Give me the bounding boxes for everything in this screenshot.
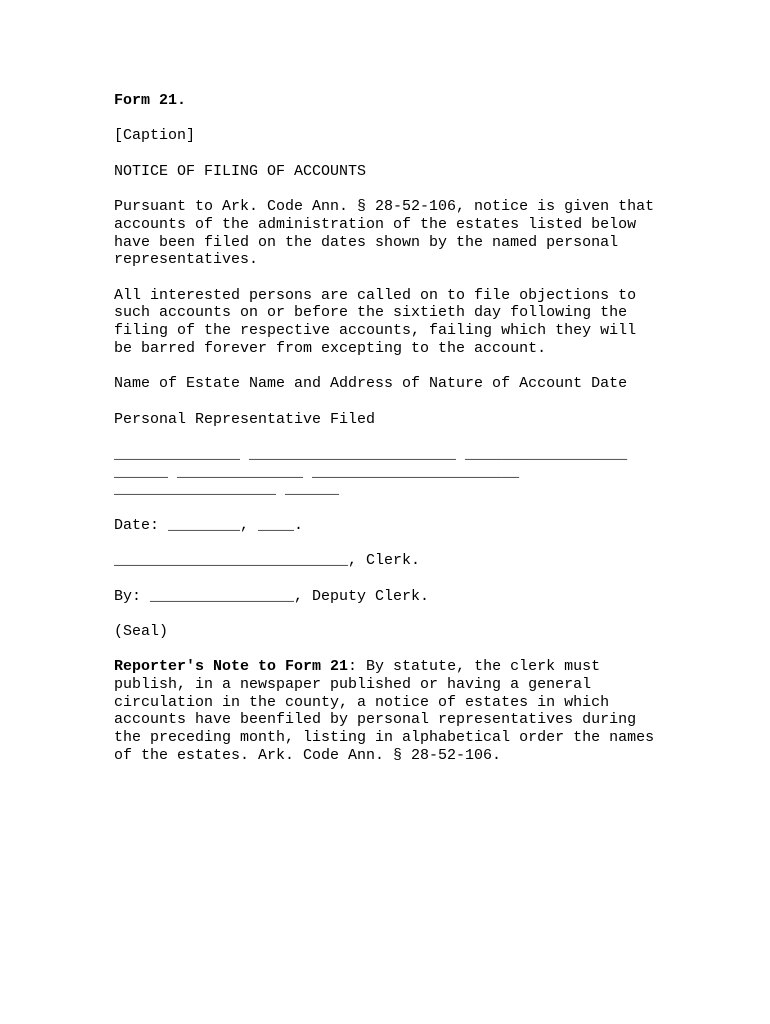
objections-paragraph: All interested persons are called on to file objections to such accounts on or before the sixtieth day following the filing of the respective accounts, failing which they will be barred forever from excepting to the account.	[114, 286, 637, 357]
column-headers-line-1: Name of Estate Name and Address of Nature of Account Date	[114, 375, 628, 393]
reporter-note-text: : By statute, the clerk must publish, in a newspaper published or having a general circulation in the county, a notice of estates in which accounts have beenfiled by personal representatives during the preceding month, listing in alphabetical order the names of the estates. Ark. Code Ann. § 28-52-106.	[114, 658, 655, 764]
caption: [Caption]	[114, 127, 196, 145]
seal: (Seal)	[114, 622, 169, 640]
form-title: Form 21.	[114, 92, 187, 109]
date-line: Date: ________, ____.	[114, 516, 304, 534]
document-page	[114, 92, 714, 782]
notice-heading: NOTICE OF FILING OF ACCOUNTS	[114, 162, 367, 180]
pursuant-paragraph: Pursuant to Ark. Code Ann. § 28-52-106, notice is given that accounts of the administration of the estates listed below have been filed on the dates shown by the named personal representatives.	[114, 198, 655, 269]
blank-entry-lines: ______________ _______________________ __________________ ______ ______________ _______________________ __________________ ______	[114, 445, 628, 499]
clerk-signature-line: __________________________, Clerk.	[114, 552, 421, 570]
column-headers-line-2: Personal Representative Filed	[114, 410, 376, 428]
reporter-note	[114, 658, 714, 764]
deputy-clerk-line: By: ________________, Deputy Clerk.	[114, 587, 430, 605]
reporter-note-label: Reporter's Note to Form 21	[114, 658, 349, 676]
